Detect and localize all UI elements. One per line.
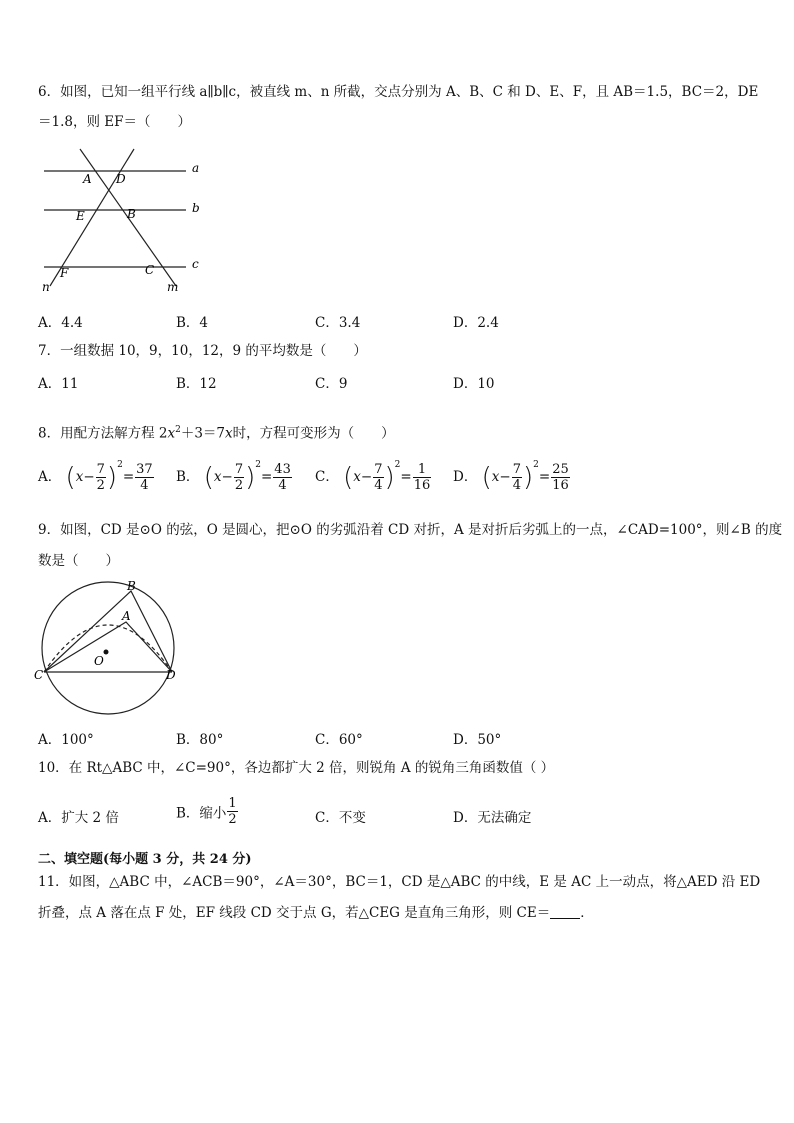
q6-stem-line1: 6．如图，已知一组平行线 a∥b∥c，被直线 m、n 所截，交点分别为 A、B、C 和 D、E、F，且 AB＝1.5，BC＝2，DE: [38, 84, 759, 100]
label-A: A: [122, 609, 131, 623]
q7-option-d: D．10: [453, 376, 495, 392]
q6-option-b: B．4: [176, 315, 209, 331]
q8-option-d: D． (x− $\frac{7}{4}$ )$^2$= $\frac{25}{16}$: [453, 460, 569, 493]
q6-parallel-lines-figure: [36, 146, 216, 296]
label-F: F: [60, 266, 69, 280]
label-B: B: [127, 579, 136, 593]
label-b: b: [192, 201, 200, 215]
q8-stem-prefix: 8．用配方法解方程 2: [38, 425, 168, 442]
q10-option-a: A．扩大 2 倍: [38, 810, 119, 826]
label-C: C: [145, 263, 155, 277]
q11-stem-line1: 11．如图，△ABC 中，∠ACB＝90°，∠A＝30°，BC＝1，CD 是△ABC 的中线，E 是 AC 上一动点，将△AED 沿 ED: [38, 874, 761, 890]
q9-stem-line2: 数是（ ）: [38, 553, 119, 569]
q7-stem: 7．一组数据 10，9，10，12，9 的平均数是（ ）: [38, 343, 367, 359]
q10-option-d: D．无法确定: [453, 810, 532, 826]
answer-blank[interactable]: [550, 906, 580, 919]
q7-option-a: A．11: [38, 376, 79, 392]
circle-o: [42, 582, 174, 714]
label-A: A: [83, 172, 92, 186]
label-E: E: [76, 209, 85, 223]
q6-option-d: D．2.4: [453, 315, 499, 331]
q7-option-b: B．12: [176, 376, 217, 392]
q10-stem: 10．在 Rt△ABC 中，∠C=90°，各边都扩大 2 倍，则锐角 A 的锐角三角函数值（ ）: [38, 760, 555, 776]
label-B: B: [127, 207, 136, 221]
q9-option-c: C．60°: [315, 732, 363, 748]
q7-option-c: C．9: [315, 376, 348, 392]
label-C: C: [34, 668, 44, 682]
label-O: O: [94, 654, 104, 668]
q8-stem-suffix: 时，方程可变形为（ ）: [232, 425, 395, 442]
q8-option-b: B． (x− $\frac{7}{2}$ )$^2$= $\frac{43}{4}$: [176, 460, 291, 493]
center-o-dot: [104, 650, 109, 655]
triangle-cad: [44, 622, 172, 672]
q6-option-c: C．3.4: [315, 315, 361, 331]
label-D: D: [166, 668, 176, 682]
label-a: a: [192, 161, 200, 175]
q9-option-b: B．80°: [176, 732, 224, 748]
section-heading: 二、填空题(每小题 3 分，共 24 分): [38, 852, 252, 867]
q9-option-d: D．50°: [453, 732, 502, 748]
q6-option-a: A．4.4: [38, 315, 83, 331]
q6-stem-line2: ＝1.8，则 EF＝（ ）: [38, 114, 191, 130]
q8-option-c: C． (x− $\frac{7}{4}$ )$^2$= $\frac{1}{16}$: [315, 460, 431, 493]
label-n: n: [42, 280, 50, 294]
label-c: c: [192, 257, 199, 271]
q8-option-a: A． (x− $\frac{7}{2}$ )$^2$= $\frac{37}{4}$: [38, 460, 153, 493]
folded-arc: [44, 625, 172, 672]
label-D: D: [116, 172, 126, 186]
q9-option-a: A．100°: [38, 732, 94, 748]
q9-circle-figure: [32, 578, 182, 718]
q10-option-c: C．不变: [315, 810, 366, 826]
q8-stem: 8．用配方法解方程 $2x^2+3=7x$时，方程可变形为（ ）: [38, 425, 395, 442]
q8-stem-mid: ＋3＝7: [180, 425, 226, 442]
q11-stem-line2: 折叠，点 A 落在点 F 处，EF 线段 CD 交于点 G，若△CEG 是直角三角形，则 CE＝ ．: [38, 905, 594, 921]
q9-stem-line1: 9．如图，CD 是⊙O 的弦，O 是圆心，把⊙O 的劣弧沿着 CD 对折，A 是对折后劣弧上的一点，∠CAD=100°，则∠B 的度: [38, 522, 783, 538]
label-m: m: [167, 280, 179, 294]
q10-option-b: B．缩小 $\frac{1}{2}$: [176, 796, 237, 827]
